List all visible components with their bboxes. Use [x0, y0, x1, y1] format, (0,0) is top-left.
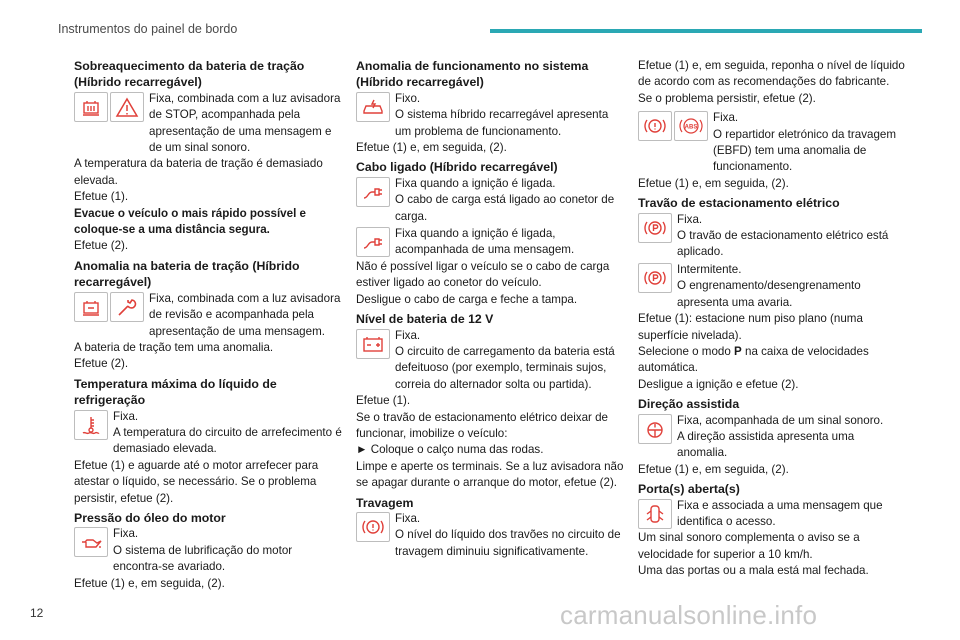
warning-description: Fixa. O repartidor eletrónico da travagem (EBFD) tem uma anomalia de funcionamento. — [713, 111, 897, 174]
warning-entry — [74, 91, 342, 157]
warning-entry — [638, 262, 906, 311]
column-1 — [74, 58, 342, 592]
section-title: Porta(s) aberta(s) — [638, 482, 740, 497]
section-title: Travão de estacionamento elétrico — [638, 196, 840, 211]
warning-description: Fixa. O circuito de carregamento da bateria está defeituoso (por exemplo, terminais sujos, correia do alternador solta ou partida). — [395, 328, 615, 391]
warning-entry — [74, 526, 342, 575]
battery-temperature-icon — [74, 92, 108, 122]
brake-warning-icon — [638, 111, 672, 141]
paragraph: Não é possível ligar o veículo se o cabo de carga estiver ligado ao conetor do veículo. — [356, 259, 610, 290]
warning-description: Fixa quando a ignição é ligada. O cabo de carga está ligado ao conetor de carga. — [395, 176, 615, 223]
paragraph: A bateria de tração tem uma anomalia. — [74, 340, 274, 354]
warning-entry — [356, 176, 624, 225]
warning-entry — [638, 212, 906, 261]
oil-pressure-icon — [74, 527, 108, 557]
paragraph-bold: Evacue o veículo o mais rápido possível e coloque-se a uma distância segura. — [74, 206, 306, 237]
paragraph: Desligue o cabo de carga e feche a tampa. — [356, 292, 578, 306]
text-run: na caixa de velocidades automática. — [638, 344, 869, 375]
paragraph: Um sinal sonoro complementa o aviso se a velocidade for superior a 10 km/h. — [638, 531, 860, 561]
section-title: Anomalia na bateria de tração (Híbrido recarregável) — [74, 258, 300, 290]
svg-text:ABS: ABS — [684, 124, 698, 131]
paragraph: Desligue a ignição e efetue (2). — [638, 377, 799, 391]
warning-entry — [638, 413, 906, 462]
warning-entry — [638, 498, 906, 531]
warning-description: Fixa, combinada com a luz avisadora de STOP, acompanhada pela apresentação de uma mensagem e de um sinal sonoro. — [149, 91, 341, 155]
power-steering-icon — [638, 414, 672, 444]
section-title: Anomalia de funcionamento no sistema (Híbrido recarregável) — [356, 59, 589, 90]
section-title: Nível de bateria de 12 V — [356, 312, 494, 327]
paragraph — [638, 344, 906, 377]
coolant-temperature-icon — [74, 410, 108, 440]
warning-description: Fixo. O sistema híbrido recarregável apresenta um problema de funcionamento. — [395, 91, 609, 138]
warning-description: Fixa. O travão de estacionamento elétrico está aplicado. — [677, 212, 889, 259]
warning-description: Fixa. O sistema de lubrificação do motor encontra-se avariado. — [113, 527, 293, 574]
hybrid-system-fault-icon — [356, 92, 390, 122]
header-accent-bar — [490, 29, 922, 33]
watermark: carmanualsonline.info — [560, 600, 818, 630]
warning-description: Fixa quando a ignição é ligada, acompanhada de uma mensagem. — [395, 227, 575, 257]
brake-warning-icon — [356, 512, 390, 542]
charging-cable-icon — [356, 227, 390, 257]
traction-battery-icon — [74, 292, 108, 322]
text-run: Selecione o modo — [638, 344, 735, 358]
paragraph: Se o travão de estacionamento elétrico deixar de funcionar, imobilize o veículo: — [356, 410, 608, 440]
section-title: Pressão do óleo do motor — [74, 510, 226, 525]
paragraph: Efetue (1) e, em seguida, (2). — [638, 462, 789, 476]
paragraph: Efetue (1) e, em seguida, (2). — [638, 176, 789, 190]
warning-entry — [356, 226, 624, 259]
warning-description: Fixa, acompanhada de um sinal sonoro. A direção assistida apresenta uma anomalia. — [677, 413, 884, 460]
paragraph: Efetue (2). — [74, 357, 129, 371]
paragraph: Uma das portas ou a mala está mal fechada. — [638, 564, 869, 578]
warning-entry — [74, 291, 342, 340]
warning-description: Fixa e associada a uma mensagem que identifica o acesso. — [677, 498, 883, 528]
parking-brake-icon — [638, 263, 672, 293]
warning-triangle-icon — [110, 92, 144, 122]
gear-mode-p: P — [734, 344, 742, 358]
paragraph: Efetue (1) e aguarde até o motor arrefecer para atestar o líquido, se necessário. Se o problema persistir, efetue (2). — [74, 458, 319, 505]
column-3 — [638, 58, 906, 580]
column-2 — [356, 58, 624, 560]
abs-icon — [674, 111, 708, 141]
wrench-service-icon — [110, 292, 144, 322]
paragraph: Efetue (1) e, em seguida, reponha o nível de líquido de acordo com as recomendações do fabricante. Se o problema persistir, efetue (2). — [638, 59, 905, 105]
paragraph: A temperatura da bateria de tração é demasiado elevada. — [74, 157, 323, 187]
warning-description: Intermitente. O engrenamento/desengrenamento apresenta uma avaria. — [677, 262, 861, 309]
bullet-item: ► Coloque o calço numa das rodas. — [356, 443, 544, 457]
paragraph: Efetue (1). — [74, 190, 129, 204]
warning-entry — [356, 91, 624, 140]
warning-entry — [74, 409, 342, 458]
warning-description: Fixa. A temperatura do circuito de arrefecimento é demasiado elevada. — [113, 409, 342, 456]
section-title: Temperatura máxima do líquido de refrigeração — [74, 376, 277, 408]
warning-entry — [356, 511, 624, 560]
page-number: 12 — [30, 606, 44, 620]
paragraph: Efetue (1). — [356, 394, 411, 408]
section-title: Cabo ligado (Híbrido recarregável) — [356, 160, 558, 175]
running-header: Instrumentos do painel de bordo — [58, 22, 238, 36]
warning-entry — [638, 110, 906, 176]
paragraph: Efetue (1) e, em seguida, (2). — [74, 576, 225, 590]
section-title: Sobreaquecimento da bateria de tração (Híbrido recarregável) — [74, 59, 305, 90]
section-title: Travagem — [356, 495, 414, 510]
battery-12v-icon — [356, 329, 390, 359]
door-open-icon — [638, 499, 672, 529]
section-title: Direção assistida — [638, 397, 740, 412]
warning-description: Fixa, combinada com a luz avisadora de revisão e acompanhada pela apresentação de uma mensagem. — [149, 291, 341, 338]
paragraph: Efetue (1) e, em seguida, (2). — [356, 141, 507, 155]
parking-brake-icon — [638, 213, 672, 243]
warning-description: Fixa. O nível do líquido dos travões no circuito de travagem diminuiu significativamente. — [395, 511, 621, 558]
paragraph: Efetue (1): estacione num piso plano (numa superfície nivelada). — [638, 312, 863, 342]
paragraph: Limpe e aperte os terminais. Se a luz avisadora não se apagar durante o arranque do motor, efetue (2). — [356, 459, 624, 490]
warning-entry — [356, 328, 624, 394]
charging-cable-icon — [356, 177, 390, 207]
paragraph: Efetue (2). — [74, 239, 129, 253]
